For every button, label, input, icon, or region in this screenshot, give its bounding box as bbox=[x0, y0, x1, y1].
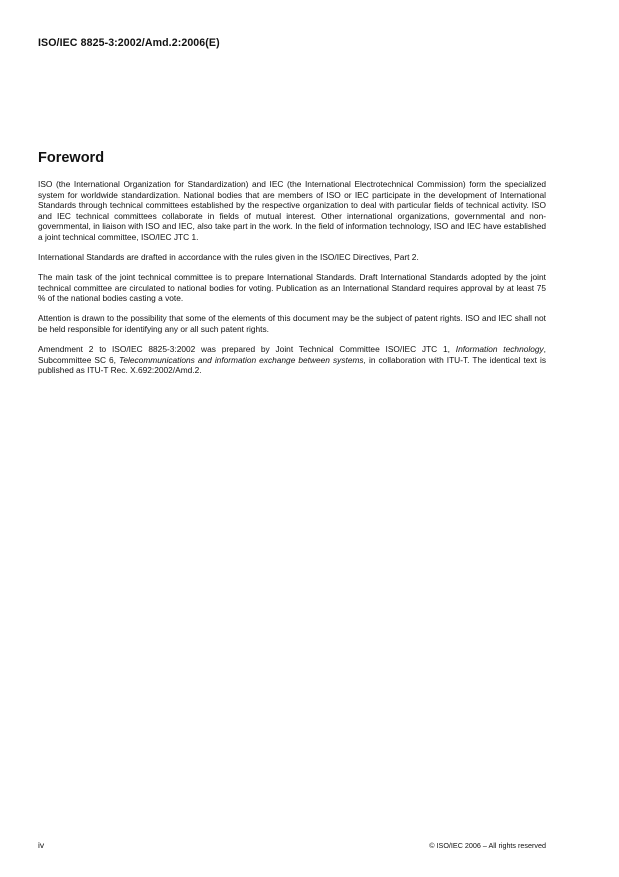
document-identifier: ISO/IEC 8825-3:2002/Amd.2:2006(E) bbox=[38, 37, 220, 49]
paragraph-amendment bbox=[38, 344, 546, 376]
section-title: Foreword bbox=[38, 150, 105, 166]
paragraph-organizations: ISO (the International Organization for Standardization) and IEC (the International Electrotechnical Commission) form the specialized system for worldwide standardization. National bodies that are members of ISO or IEC participate in the development of International Standards through technical committees established by the respective organization to deal with particular fields of technical activity. ISO and IEC technical committees collaborate in fields of mutual interest. Other international organizations, governmental and non-governmental, in liaison with ISO and IEC, also take part in the work. In the field of information technology, ISO and IEC have established a joint technical committee, ISO/IEC JTC 1. bbox=[38, 179, 546, 242]
amendment-text-2: , Subcommittee SC 6, bbox=[38, 344, 546, 365]
amendment-text-3: in collaboration with ITU-T. The identical text is published as ITU-T Rec. X.692:2002/Amd.2. bbox=[38, 354, 546, 376]
page-number: iv bbox=[38, 840, 45, 850]
paragraph-committee-task: The main task of the joint technical committee is to prepare International Standards. Draft International Standards adopted by the joint technical committee are circulated to national bodies for voting. Publication as an International Standard requires approval by at least 75 % of the national bodies casting a vote. bbox=[38, 272, 546, 304]
amendment-italic-2: Telecommunications and information exchange between systems, bbox=[119, 354, 366, 365]
amendment-text-1: Amendment 2 to ISO/IEC 8825-3:2002 was prepared by Joint Technical Committee ISO/IEC JTC 1, bbox=[38, 344, 456, 355]
foreword-body bbox=[38, 179, 546, 385]
amendment-italic-1: Information technology bbox=[455, 344, 544, 355]
paragraph-directives: International Standards are drafted in accordance with the rules given in the ISO/IEC Directives, Part 2. bbox=[38, 252, 419, 263]
copyright-notice: © ISO/IEC 2006 – All rights reserved bbox=[429, 841, 546, 850]
paragraph-patent-rights: Attention is drawn to the possibility that some of the elements of this document may be the subject of patent rights. ISO and IEC shall not be held responsible for identifying any or all such patent rights. bbox=[38, 313, 546, 335]
